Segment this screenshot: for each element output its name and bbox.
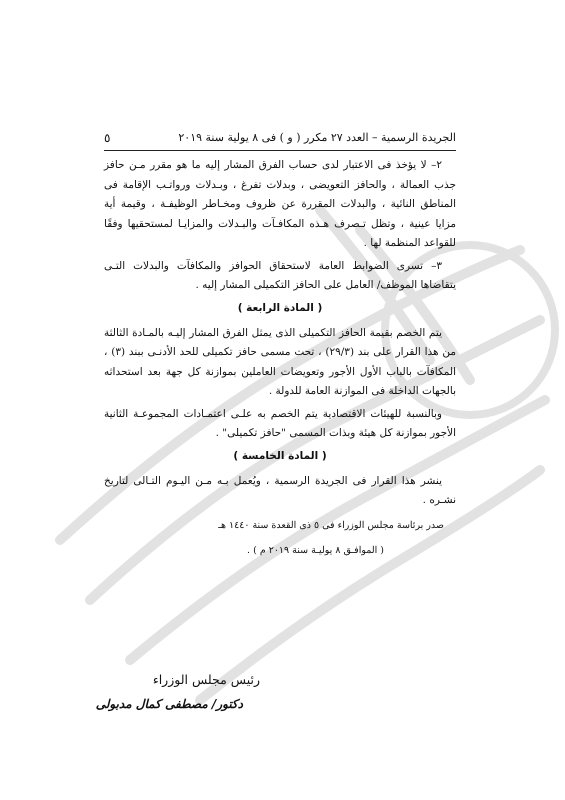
paragraph-item-3: ٣– تسرى الضوابط العامة لاستحقاق الحوافز والمكافآت والبدلات التـى يتقاضاها الموظف/ العامل على الحافز التكميلى المشار إليه . [104, 259, 456, 291]
gazette-title: الجريدة الرسمية – العدد ٢٧ مكرر ( و ) فى ٨ يولية سنة ٢٠١٩ [178, 131, 456, 144]
signature-name: دكتور/ مصطفى كمال مدبولى [95, 697, 243, 711]
header-rule [104, 150, 456, 151]
page-header [104, 128, 456, 148]
page-number: ٥ [104, 131, 111, 145]
matching-date-line: ( الموافـق ٨ يوليـة سنة ٢٠١٩ م ) . [247, 544, 384, 556]
article-5-heading: ( المادة الخامسة ) [233, 449, 327, 462]
article-4-heading: ( المادة الرابعة ) [237, 301, 323, 314]
article-4-paragraph-2: وبالنسبة للهيئات الاقتصادية يتم الخصم به علـى اعتمـادات المجموعـة الثانية الأجور بموازنة كل هيئة وبذات المسمى "حافز تكميلى" . [104, 407, 456, 439]
document-body [104, 156, 456, 559]
article-4-paragraph-1: يتم الخصم بقيمة الحافز التكميلى الذى يمثل الفرق المشار إليـه بالمـادة الثالثة من هذا القرار على بند (٢٩/٣) ، تحت مسمى حافز تكميلى للحد الأدنـى ببند (٣) ، المكافآت بالباب الأول الأجور وتعويضات العاملين بموازنة كل جهة بعد استحداثه بالجهات الداخلة فى الموازنة العامة للدولة . [104, 326, 457, 397]
signature-title: رئيس مجلس الوزراء [152, 672, 260, 687]
article-5-paragraph: ينشر هذا القرار فى الجريدة الرسمية ، ويُعمل بـه مـن اليـوم التـالى لتاريخ نشـره . [104, 474, 456, 506]
issued-line: صدر برئاسة مجلس الوزراء فى ٥ ذى القعدة سنة ١٤٤٠ هـ [218, 519, 444, 531]
paragraph-item-2: ٢– لا يؤخذ فى الاعتبار لدى حساب الفرق المشار إليه ما هو مقرر مـن حافز جذب العمالة ، والحافز التعويضى ، وبدلات تفرغ ، وبـدلات ورواتـب الإقامة فى المناطق النائية ، والبدلات المقررة عن ظروف ومخـاطر الوظيفـة ، وقيمة أية مزايا عينية ، وتظل تـصرف هـذه المكافـآت والبـدلات والمزايـا لمستحقيها وفقًا للقواعد المنظمة لها . [104, 159, 456, 249]
